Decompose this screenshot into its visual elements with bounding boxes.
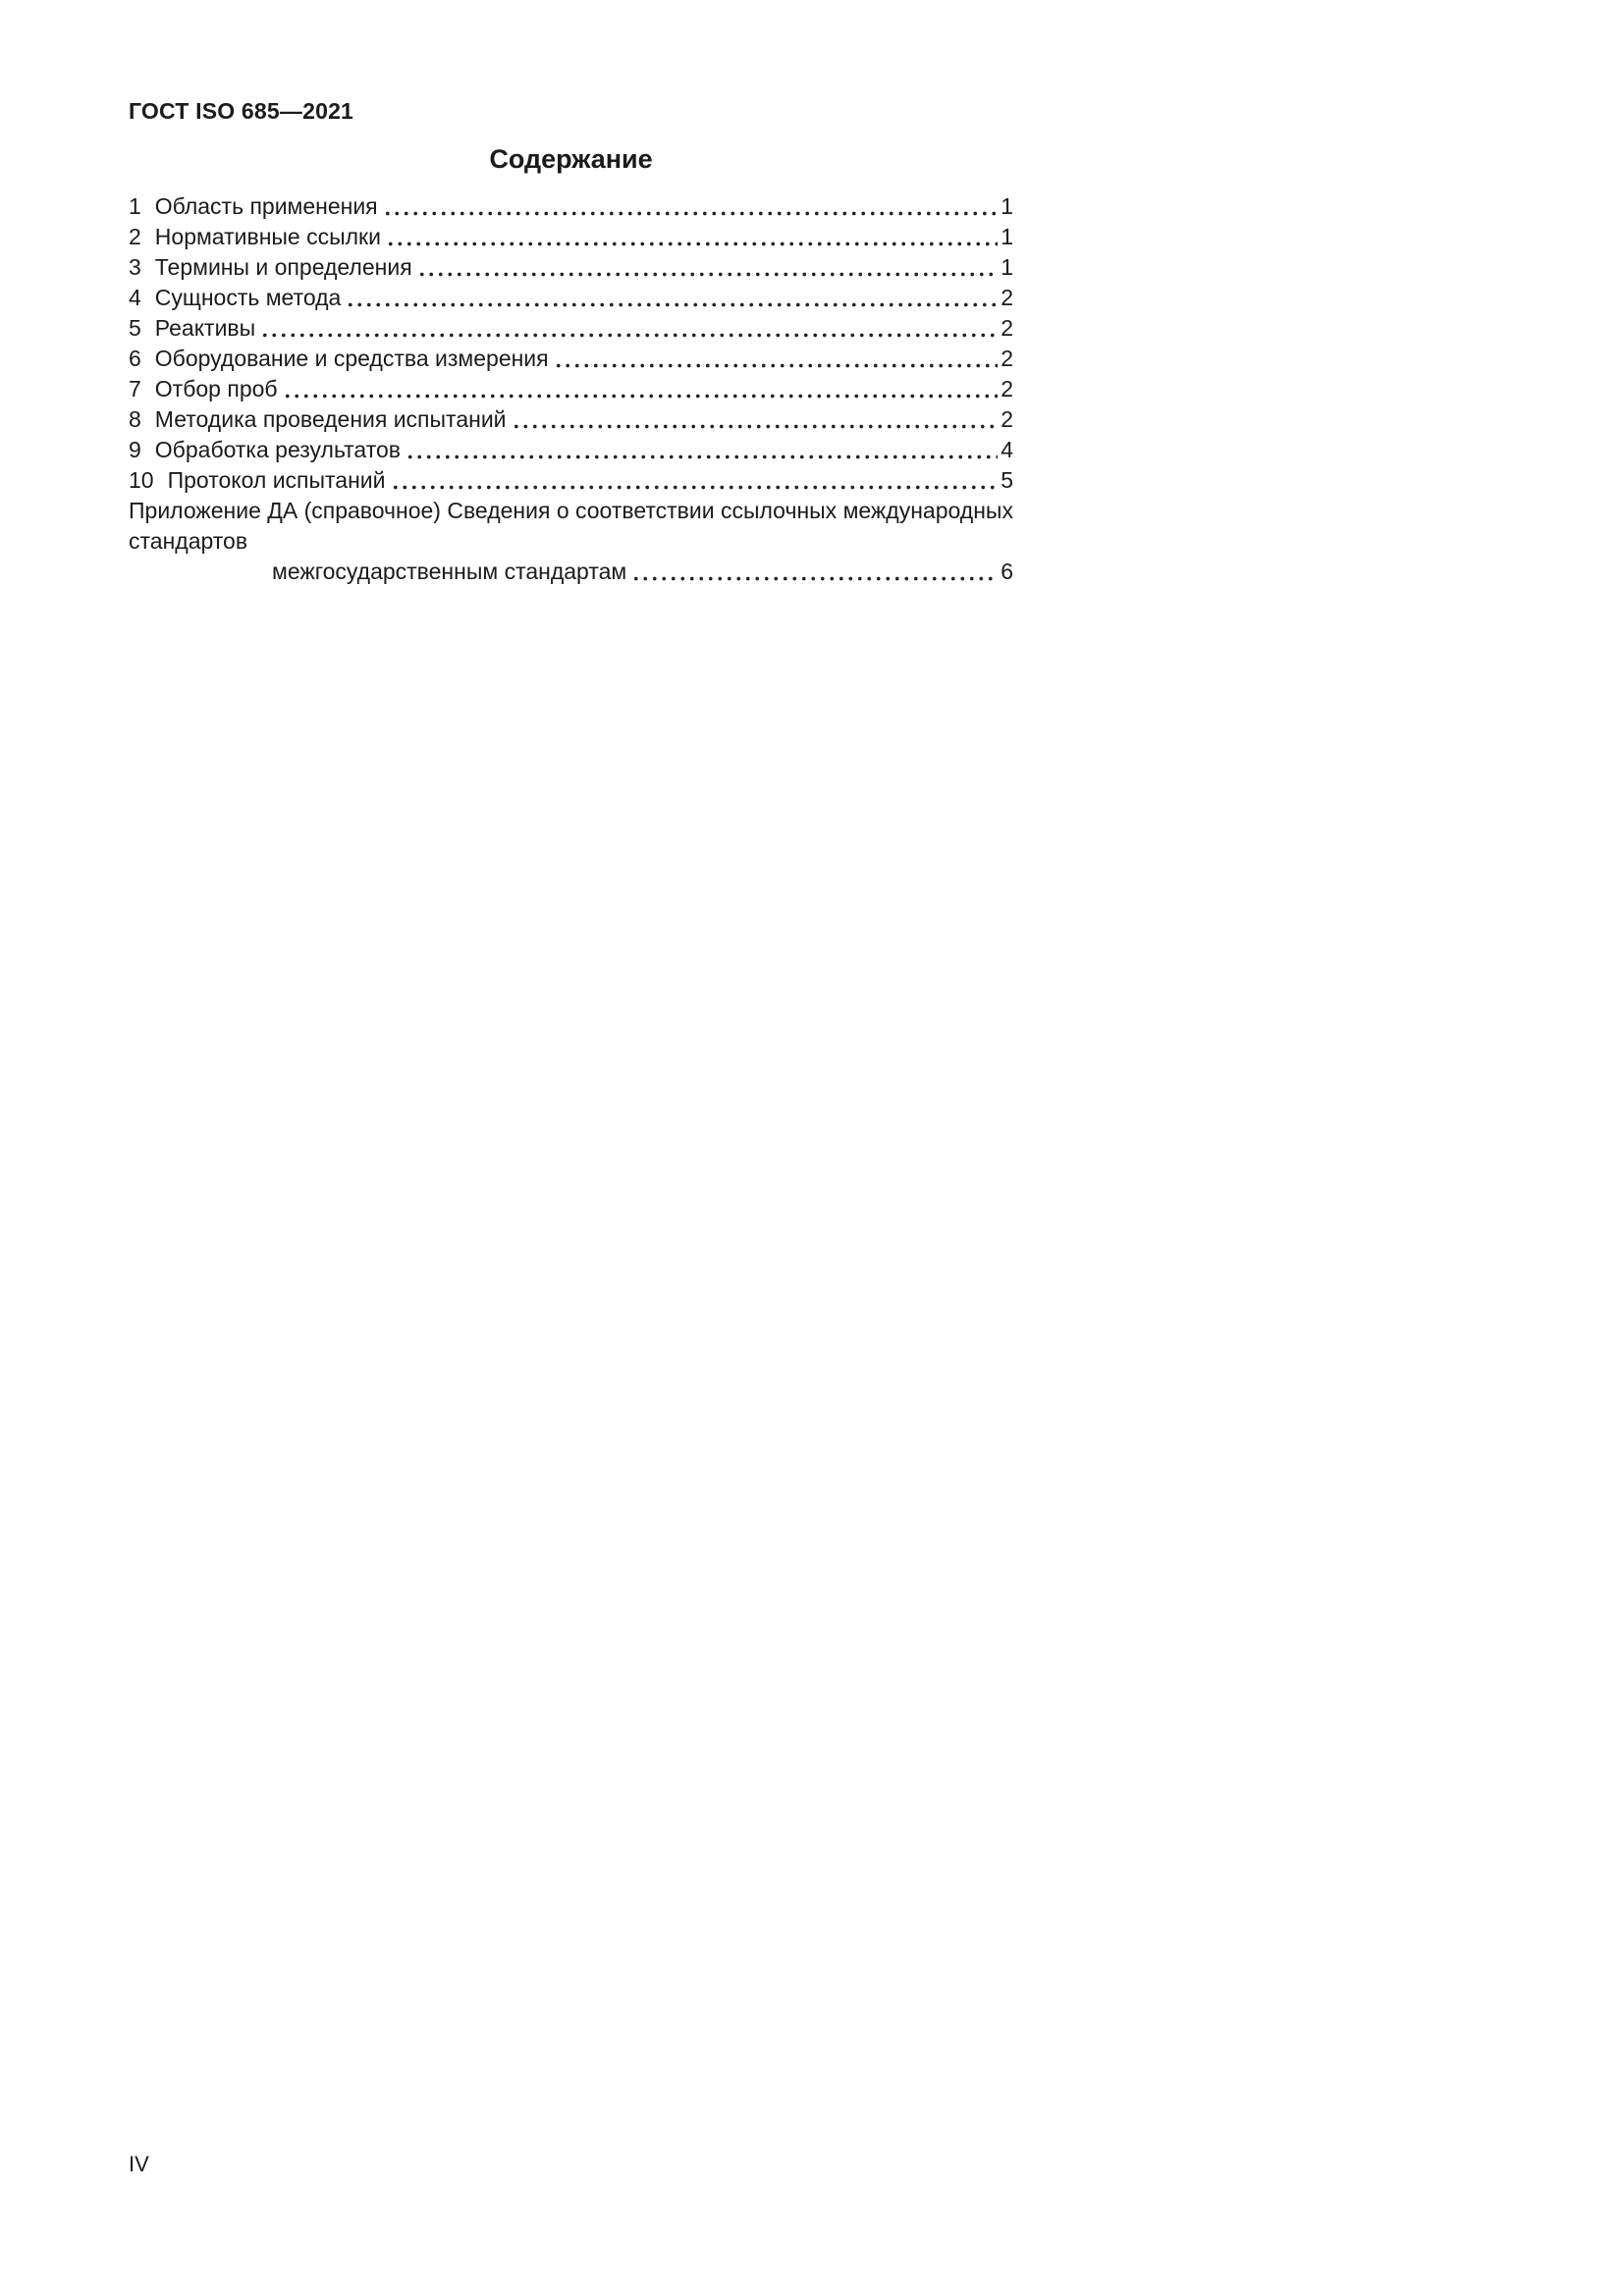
toc-leader-dots [346,283,998,313]
toc-entry-number: 3 [129,254,141,280]
toc-entry [129,465,1013,496]
toc-entry [129,344,1013,374]
toc-entry [129,222,1013,252]
toc-entry-label: Область применения [154,193,378,219]
toc-leader-dots [406,435,998,465]
toc-entry-page: 4 [1001,437,1013,462]
toc-entry-page: 2 [1001,406,1013,432]
table-of-contents [129,191,1013,587]
content-column [129,143,1013,587]
toc-entry-page: 2 [1001,376,1013,401]
toc-leader-dots [417,252,999,283]
page-title: Содержание [489,144,653,174]
toc-entry-number: 2 [129,224,141,249]
toc-entry-number: 1 [129,193,141,219]
toc-entry [129,404,1013,435]
toc-appendix-entry-line1: Приложение ДА (справочное) Сведения о соответствии ссылочных международных стандартов [129,498,1013,554]
toc-entry [129,283,1013,313]
toc-entry-label: Отбор проб [154,376,278,401]
toc-leader-dots [631,557,998,587]
toc-entry-page: 1 [1001,224,1013,249]
toc-entry [129,313,1013,344]
toc-entry-page: 1 [1001,193,1013,219]
toc-entry-label: Термины и определения [154,254,412,280]
toc-entry-label: межгосударственным стандартам [272,559,627,584]
page-number-footer: IV [129,2152,149,2176]
toc-leader-dots [391,465,999,496]
toc-leader-dots [383,191,999,222]
toc-entry [129,374,1013,404]
toc-entry-label: Обработка результатов [154,437,402,462]
toc-entry-number: 5 [129,315,141,341]
toc-entry-page: 2 [1001,346,1013,371]
toc-entry-page: 2 [1001,315,1013,341]
toc-appendix-entry-line2 [129,557,1013,587]
toc-leader-dots [554,344,999,374]
toc-entry-label: Протокол испытаний [167,467,386,493]
toc-entry-page: 6 [1001,559,1013,584]
toc-entry-page: 2 [1001,285,1013,310]
toc-entry-label: Оборудование и средства измерения [154,346,549,371]
toc-entry-label: Методика проведения испытаний [154,406,507,432]
toc-entry-label: Нормативные ссылки [154,224,381,249]
toc-leader-dots [283,374,999,404]
toc-leader-dots [386,222,998,252]
toc-leader-dots [260,313,998,344]
toc-entry-number: 8 [129,406,141,432]
toc-leader-dots [512,404,999,435]
document-header: ГОСТ ISO 685—2021 [129,98,354,124]
toc-entry-page: 1 [1001,254,1013,280]
toc-entry [129,191,1013,222]
toc-entry [129,252,1013,283]
toc-entry-label: Реактивы [154,315,256,341]
toc-entry-number: 7 [129,376,141,401]
toc-entry-number: 6 [129,346,141,371]
toc-entry-number: 9 [129,437,141,462]
toc-entry [129,435,1013,465]
toc-entry-page: 5 [1001,467,1013,493]
toc-entry-label: Сущность метода [154,285,342,310]
toc-entry-number: 10 [129,467,154,493]
toc-entry-number: 4 [129,285,141,310]
